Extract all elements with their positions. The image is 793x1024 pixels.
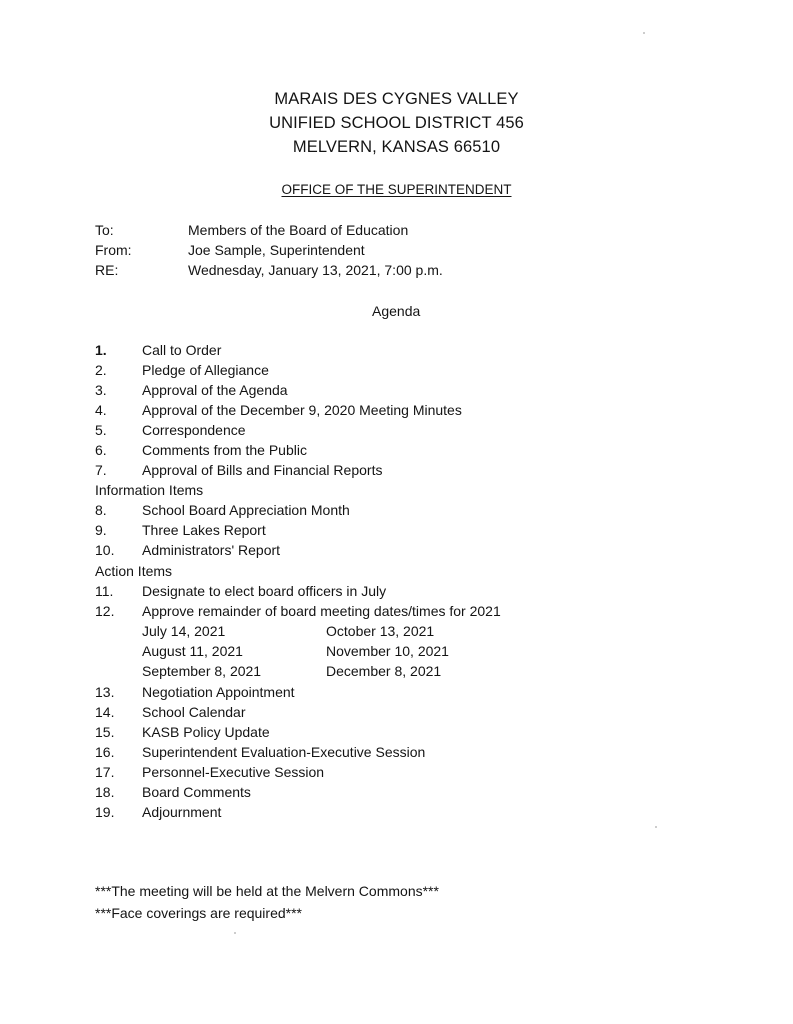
agenda-item-text: Approval of the Agenda <box>142 382 288 398</box>
agenda-item-text: Call to Order <box>142 342 222 358</box>
agenda-item-number: 14. <box>95 704 115 720</box>
agenda-title: Agenda <box>372 303 421 319</box>
scan-speck <box>655 826 657 828</box>
agenda-item-text: Personnel-Executive Session <box>142 764 325 780</box>
agenda-item-number: 7. <box>95 462 107 478</box>
agenda-item-number: 12. <box>95 603 115 619</box>
agenda-item-text: Adjournment <box>142 804 222 820</box>
meeting-date: November 10, 2021 <box>326 643 449 659</box>
agenda-item-text: Correspondence <box>142 422 246 438</box>
memo-from-value: Joe Sample, Superintendent <box>188 242 365 258</box>
information-items-heading: Information Items <box>95 482 204 498</box>
agenda-item-text: School Calendar <box>142 704 246 720</box>
memo-re-value: Wednesday, January 13, 2021, 7:00 p.m. <box>188 262 443 278</box>
agenda-item-number: 16. <box>95 744 115 760</box>
agenda-item-number: 15. <box>95 724 115 740</box>
agenda-item-text: KASB Policy Update <box>142 724 270 740</box>
agenda-item-number: 1. <box>95 342 107 358</box>
district-name: MARAIS DES CYGNES VALLEY <box>274 90 519 108</box>
agenda-item-text: Designate to elect board officers in July <box>142 583 387 599</box>
agenda-item-number: 5. <box>95 422 107 438</box>
agenda-item-number: 18. <box>95 784 115 800</box>
memo-to-label: To: <box>95 222 114 238</box>
agenda-item-text: School Board Appreciation Month <box>142 502 350 518</box>
agenda-item-number: 2. <box>95 362 107 378</box>
memo-to-value: Members of the Board of Education <box>188 222 409 238</box>
agenda-item-number: 10. <box>95 542 115 558</box>
agenda-item-text: Pledge of Allegiance <box>142 362 269 378</box>
agenda-item-text: Approve remainder of board meeting dates/times for 2021 <box>142 603 501 619</box>
office-heading: OFFICE OF THE SUPERINTENDENT <box>281 182 512 197</box>
memo-from-label: From: <box>95 242 132 258</box>
district-number: UNIFIED SCHOOL DISTRICT 456 <box>269 114 524 132</box>
agenda-item-number: 9. <box>95 522 107 538</box>
agenda-item-number: 17. <box>95 764 115 780</box>
agenda-item-text: Approval of the December 9, 2020 Meeting Minutes <box>142 402 462 418</box>
district-address: MELVERN, KANSAS 66510 <box>292 138 501 156</box>
location-note: ***The meeting will be held at the Melvern Commons*** <box>95 883 439 899</box>
agenda-item-number: 19. <box>95 804 115 820</box>
agenda-item-text: Comments from the Public <box>142 442 307 458</box>
agenda-item-text: Superintendent Evaluation-Executive Session <box>142 744 426 760</box>
agenda-item-number: 3. <box>95 382 107 398</box>
face-covering-note: ***Face coverings are required*** <box>95 905 302 921</box>
agenda-item-number: 13. <box>95 684 115 700</box>
meeting-date: December 8, 2021 <box>326 663 442 679</box>
agenda-item-number: 6. <box>95 442 107 458</box>
action-items-heading: Action Items <box>95 563 173 579</box>
meeting-date: September 8, 2021 <box>142 663 262 679</box>
meeting-date: July 14, 2021 <box>142 623 226 639</box>
agenda-item-number: 4. <box>95 402 107 418</box>
agenda-item-text: Negotiation Appointment <box>142 684 295 700</box>
agenda-item-text: Approval of Bills and Financial Reports <box>142 462 383 478</box>
agenda-item-number: 8. <box>95 502 107 518</box>
agenda-item-number: 11. <box>95 583 114 599</box>
memo-re-label: RE: <box>95 262 119 278</box>
agenda-item-text: Three Lakes Report <box>142 522 266 538</box>
agenda-item-text: Administrators' Report <box>142 542 281 558</box>
meeting-date: August 11, 2021 <box>142 643 243 659</box>
scan-speck <box>234 932 236 934</box>
scan-speck <box>643 32 645 34</box>
agenda-item-text: Board Comments <box>142 784 251 800</box>
meeting-date: October 13, 2021 <box>326 623 435 639</box>
